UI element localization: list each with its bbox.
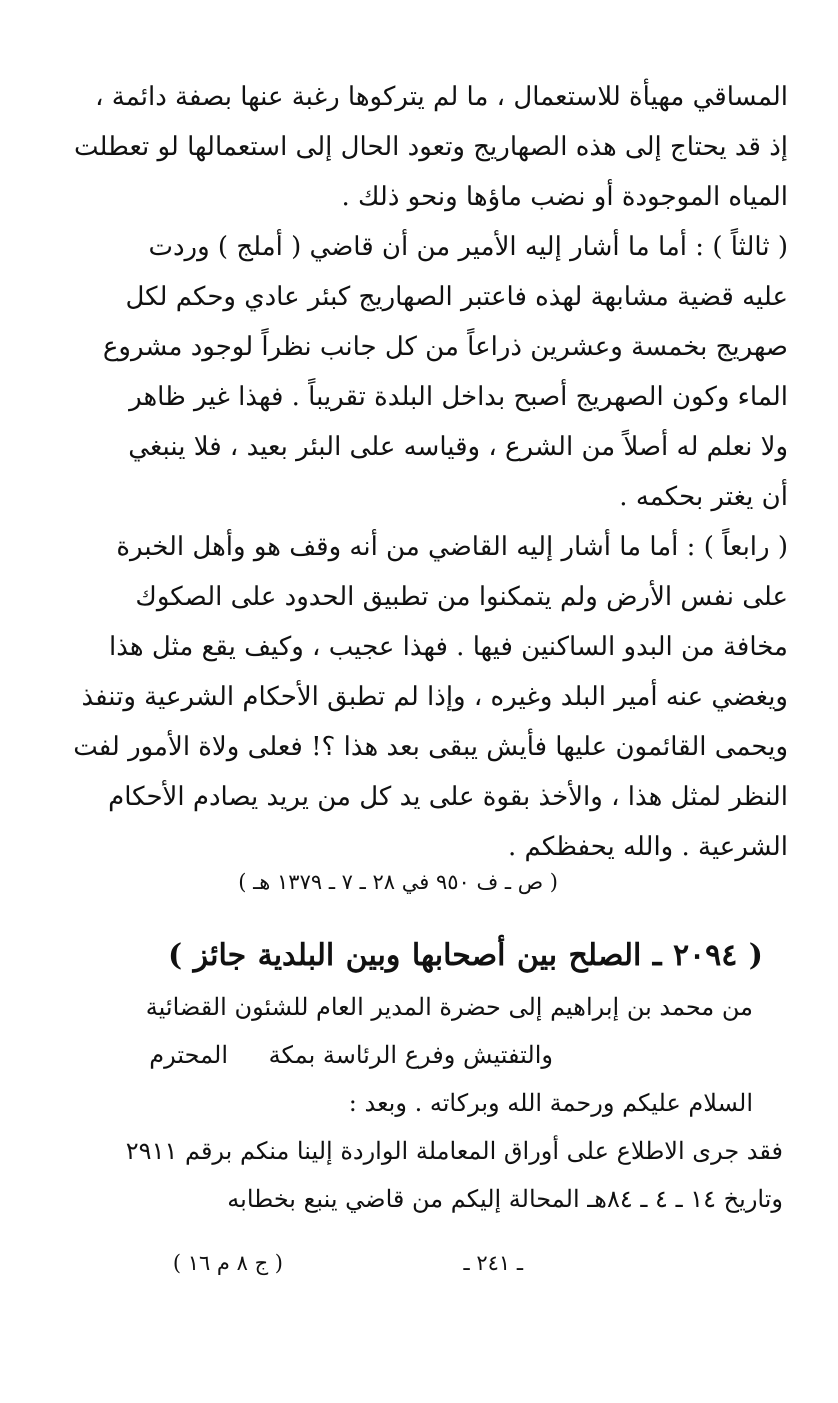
body-line: على نفس الأرض ولم يتمكنوا من تطبيق الحدود على الصكوك [135, 582, 788, 612]
letter-text-line: وتاريخ ١٤ ـ ٤ ـ ٨٤هـ المحالة إليكم من قاضي ينبع بخطابه [227, 1185, 783, 1213]
body-line: النظر لمثل هذا ، والأخذ بقوة على يد كل من يريد يصادم الأحكام [108, 782, 788, 812]
body-line: الماء وكون الصهريج أصبح بداخل البلدة تقريباً . فهذا غير ظاهر [129, 382, 788, 412]
page-number: ـ ٢٤١ ـ [463, 1251, 523, 1275]
body-line: ( ثالثاً ) : أما ما أشار إليه الأمير من أن قاضي ( أملج ) وردت [148, 232, 788, 262]
body-line: ويحمى القائمون عليها فأيش يبقى بعد هذا ؟! فعلى ولاة الأمور لفت [73, 732, 788, 762]
body-line: عليه قضية مشابهة لهذه فاعتبر الصهاريج كبئر عادي وحكم لكل [125, 282, 788, 312]
body-line: المياه الموجودة أو نضب ماؤها ونحو ذلك . [341, 182, 788, 212]
letter-text-line: فقد جرى الاطلاع على أوراق المعاملة الواردة إلينا منكم برقم ٢٩١١ [125, 1137, 783, 1165]
fatwa-reference: ( ص ـ ف ٩٥٠ في ٢٨ ـ ٧ ـ ١٣٧٩ هـ ) [238, 870, 558, 894]
volume-mark: ( ج ٨ م ١٦ ) [172, 1251, 283, 1275]
body-line: أن يغتر بحكمه . [619, 482, 788, 512]
body-line: الشرعية . والله يحفظكم . [508, 832, 788, 862]
letter-respected: المحترم [149, 1041, 228, 1069]
letter-from-line: من محمد بن إبراهيم إلى حضرة المدير العام للشئون القضائية [145, 993, 753, 1021]
body-line: إذ قد يحتاج إلى هذه الصهاريج وتعود الحال إلى استعمالها لو تعطلت [73, 132, 788, 162]
body-line: ( رابعاً ) : أما ما أشار إليه القاضي من أنه وقف هو وأهل الخبرة [116, 532, 788, 562]
letter-greeting: السلام عليكم ورحمة الله وبركاته . وبعد : [348, 1089, 753, 1117]
body-line: المساقي مهيأة للاستعمال ، ما لم يتركوها رغبة عنها بصفة دائمة ، [95, 82, 788, 112]
section-heading: ( ٢٠٩٤ ـ الصلح بين أصحابها وبين البلدية جائز ) [168, 938, 764, 973]
body-line: مخافة من البدو الساكنين فيها . فهذا عجيب ، وكيف يقع مثل هذا [109, 632, 788, 662]
body-line: ويغضي عنه أمير البلد وغيره ، وإذا لم تطبق الأحكام الشرعية وتنفذ [81, 682, 788, 712]
body-line: صهريج بخمسة وعشرين ذراعاً من كل جانب نظراً لوجود مشروع [102, 332, 788, 362]
body-line: ولا نعلم له أصلاً من الشرع ، وقياسه على البئر بعيد ، فلا ينبغي [128, 432, 788, 462]
letter-to-line: والتفتيش وفرع الرئاسة بمكة [268, 1041, 553, 1069]
